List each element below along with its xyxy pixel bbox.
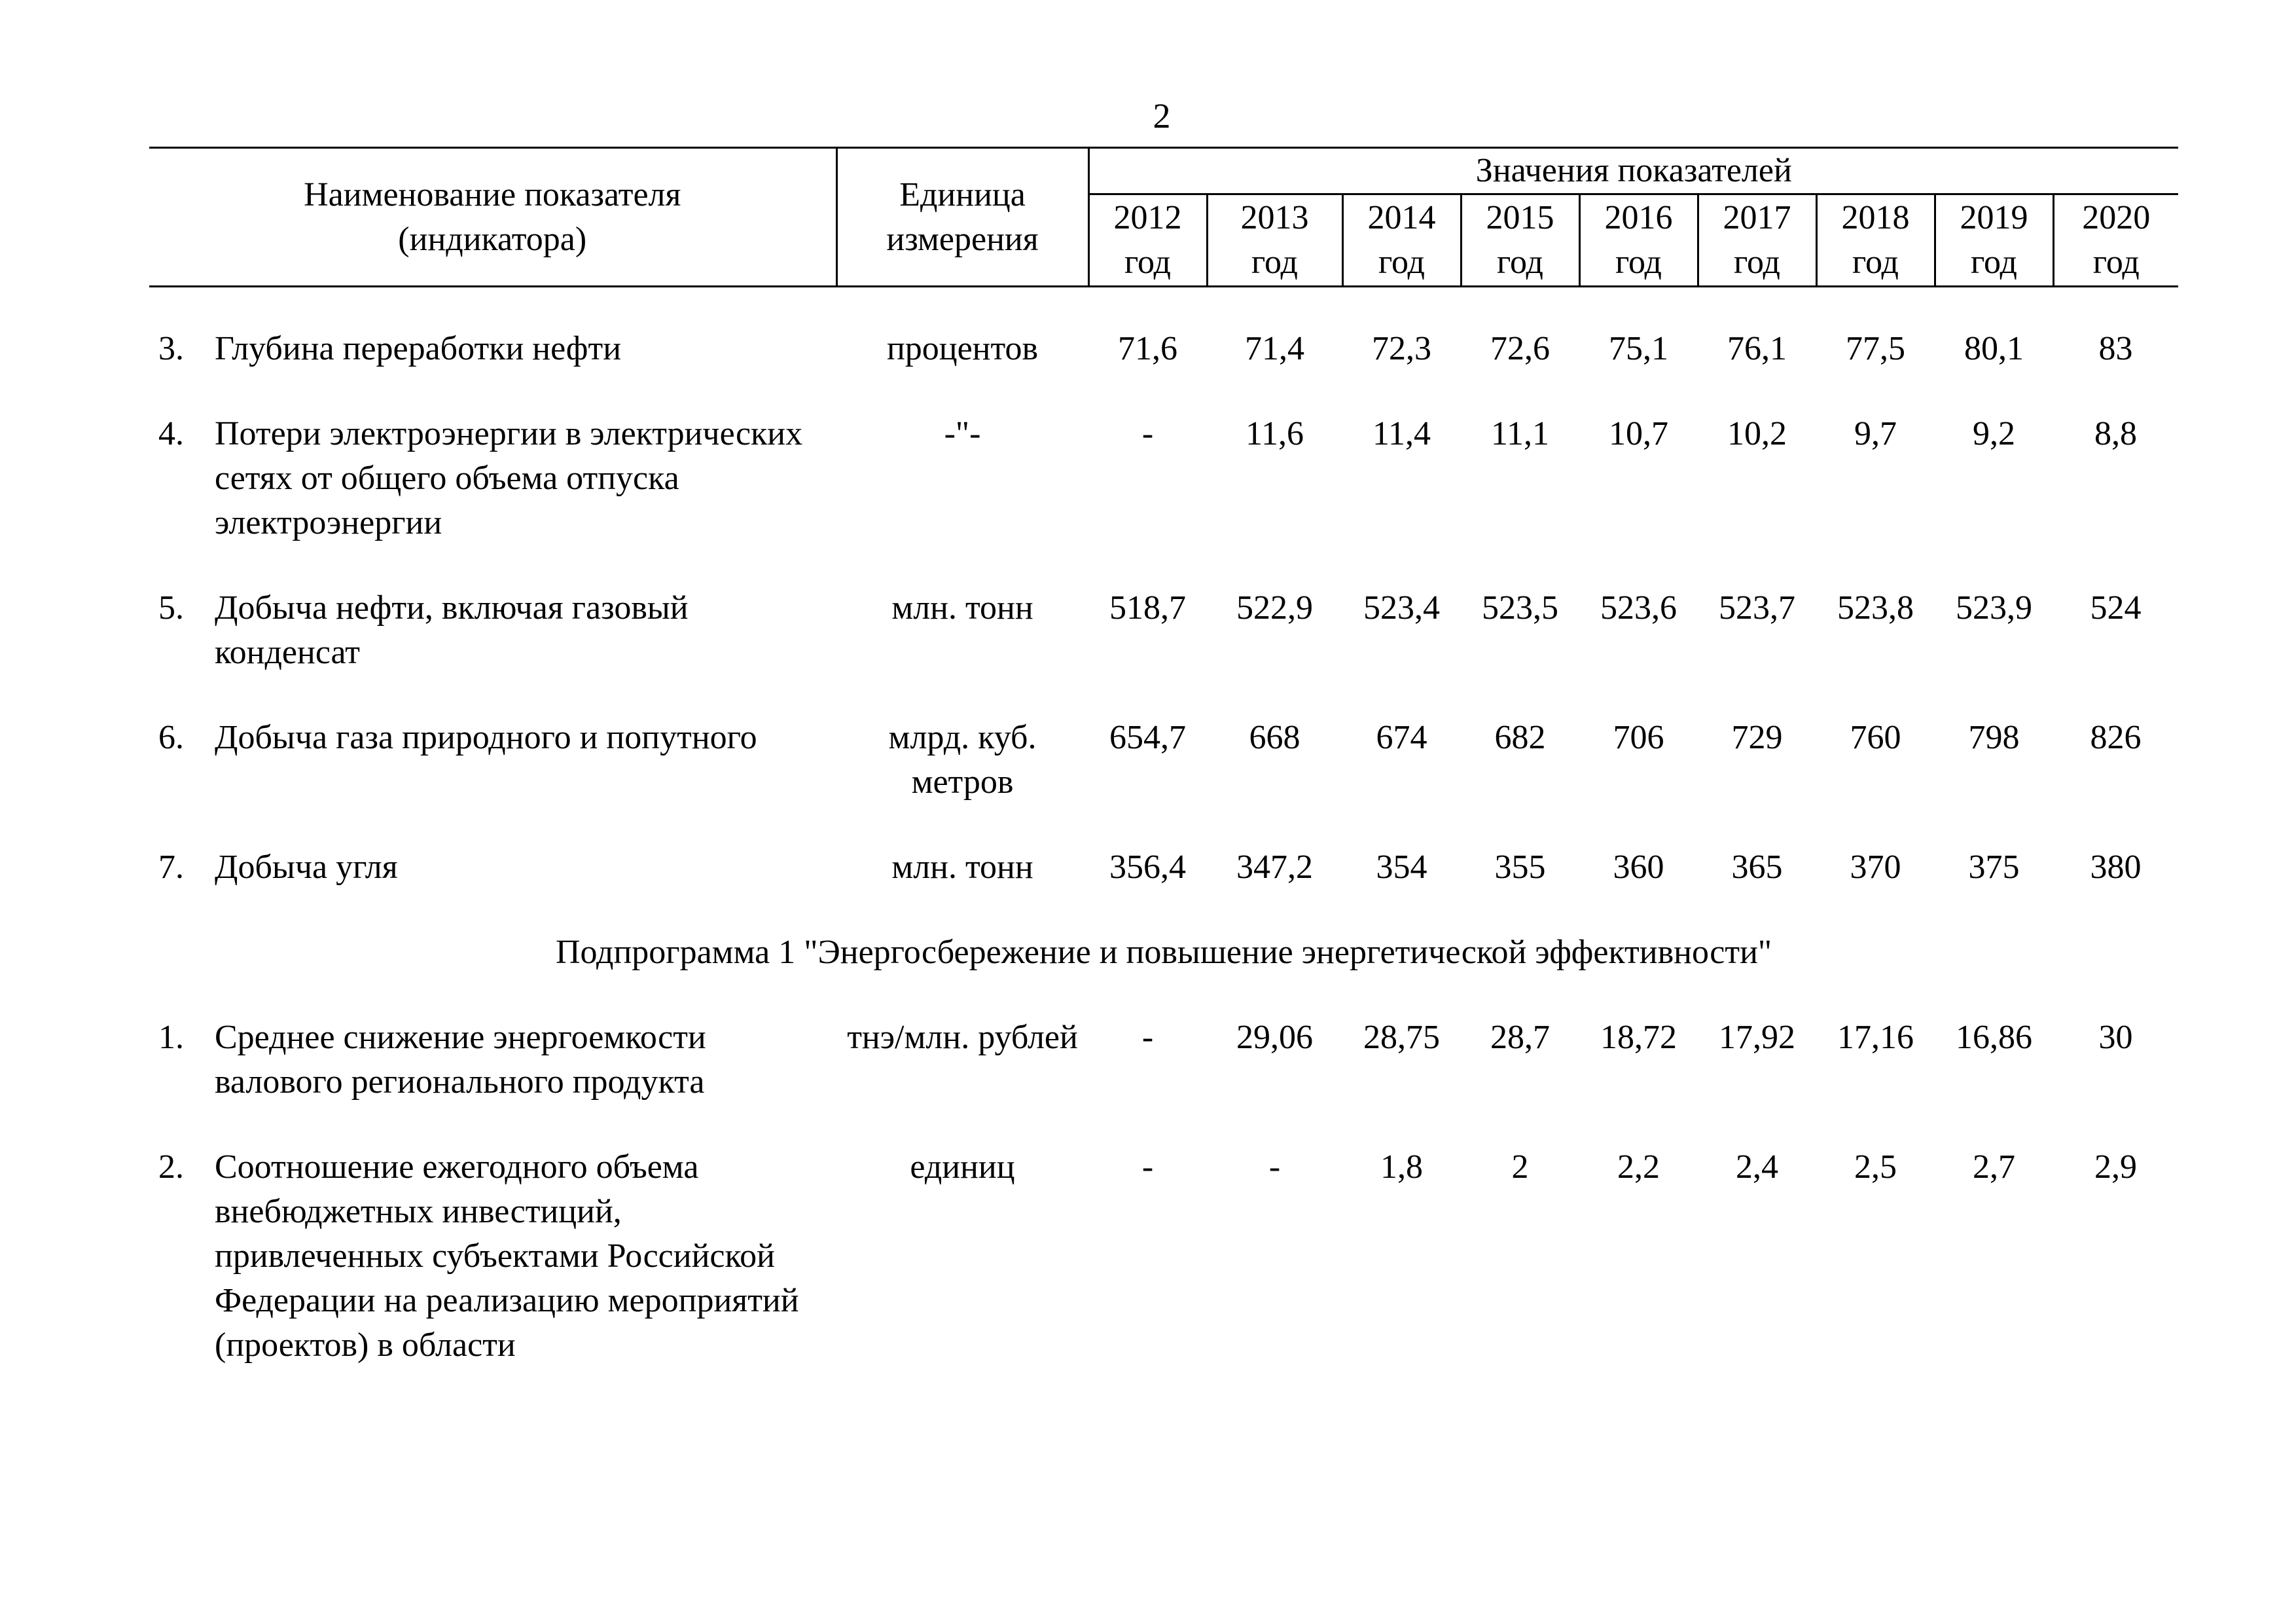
value-cell-2019: 9,2 [1973,415,2016,452]
value-cell-2017: 17,92 [1719,1019,1796,1056]
value-cell-2015: 2 [1511,1148,1529,1186]
indicator-name: Добыча нефти, включая газовый конденсат [215,589,689,671]
values-header: Значения показателей [1088,148,2178,194]
value-cell-2017: 523,7 [1719,589,1796,627]
indicator-name: Соотношение ежегодного объема внебюджетных инвестиций, привлеченных субъектами Российской Федерации на реализацию мероприятий (проектов) в области [215,1148,799,1364]
unit-cell: млн. тонн [891,848,1033,886]
value-cell-2013: 29,06 [1236,1019,1314,1056]
year-header-2016: 2016 год [1579,194,1698,287]
value-cell-2017: 76,1 [1727,330,1787,367]
value-cell-2013: 668 [1249,719,1300,756]
unit-cell: млрд. куб. метров [888,719,1037,801]
value-cell-2020: 524 [2090,589,2142,627]
indicator-name: Добыча газа природного и попутного [215,719,757,756]
year-header-2012: 2012 год [1088,194,1207,287]
value-cell-2016: 75,1 [1609,330,1669,367]
value-cell-2017: 10,2 [1727,415,1787,452]
value-cell-2019: 523,9 [1956,589,2033,627]
page-number: 2 [1153,96,1171,136]
value-cell-2013: - [1268,1148,1281,1186]
year-header-2013: 2013 год [1207,194,1342,287]
value-cell-2012: - [1141,1019,1154,1056]
value-cell-2015: 11,1 [1490,415,1550,452]
year-header-2018: 2018 год [1816,194,1935,287]
value-cell-2015: 28,7 [1490,1019,1551,1056]
value-cell-2016: 18,72 [1600,1019,1677,1056]
value-cell-2013: 11,6 [1245,415,1304,452]
value-cell-2018: 77,5 [1846,330,1906,367]
year-header-2020: 2020 год [2053,194,2178,287]
table-row [149,327,2178,412]
unit-cell: млн. тонн [891,589,1033,627]
table-row [149,1015,2178,1145]
value-cell-2016: 706 [1613,719,1664,756]
value-cell-2020: 30 [2098,1019,2133,1056]
unit-cell: тнэ/млн. рублей [847,1019,1078,1056]
value-cell-2018: 760 [1850,719,1901,756]
value-cell-2015: 72,6 [1490,330,1551,367]
table-row [149,845,2178,930]
indicators-table [149,147,2178,1408]
value-cell-2018: 17,16 [1837,1019,1914,1056]
value-cell-2013: 522,9 [1236,589,1314,627]
row-number: 4. [158,415,184,452]
value-cell-2014: 523,4 [1363,589,1441,627]
value-cell-2012: - [1141,1148,1154,1186]
value-cell-2014: 11,4 [1372,415,1431,452]
indicator-name: Среднее снижение энергоемкости валового регионального продукта [215,1019,706,1101]
row-number: 3. [158,330,184,367]
unit-header: Единица измерения [836,148,1088,287]
value-cell-2016: 523,6 [1600,589,1677,627]
value-cell-2012: 518,7 [1109,589,1187,627]
value-cell-2018: 2,5 [1854,1148,1897,1186]
table-header [149,148,2178,287]
value-cell-2020: 2,9 [2094,1148,2138,1186]
value-cell-2014: 674 [1376,719,1427,756]
value-cell-2019: 798 [1968,719,2020,756]
value-cell-2012: 356,4 [1109,848,1187,886]
value-cell-2018: 370 [1850,848,1901,886]
value-cell-2016: 2,2 [1617,1148,1660,1186]
value-cell-2013: 71,4 [1245,330,1305,367]
value-cell-2020: 83 [2098,330,2133,367]
value-cell-2016: 360 [1613,848,1664,886]
year-header-2017: 2017 год [1698,194,1816,287]
value-cell-2014: 72,3 [1372,330,1432,367]
value-cell-2020: 8,8 [2094,415,2138,452]
subprogram-row [149,930,2178,1015]
indicator-name: Добыча угля [215,848,398,886]
value-cell-2015: 682 [1494,719,1546,756]
indicator-name: Глубина переработки нефти [215,330,622,367]
value-cell-2014: 354 [1376,848,1427,886]
value-cell-2018: 523,8 [1837,589,1914,627]
value-cell-2012: 654,7 [1109,719,1187,756]
value-cell-2019: 16,86 [1956,1019,2033,1056]
value-cell-2017: 729 [1731,719,1783,756]
row-number: 1. [158,1019,184,1056]
value-cell-2012: - [1141,415,1154,452]
table-row [149,586,2178,716]
value-cell-2020: 826 [2090,719,2142,756]
value-cell-2015: 523,5 [1482,589,1559,627]
year-header-2019: 2019 год [1935,194,2053,287]
value-cell-2020: 380 [2090,848,2142,886]
unit-cell: единиц [910,1148,1015,1186]
table-row [149,1145,2178,1408]
row-number: 7. [158,848,184,886]
subprogram-title: Подпрограмма 1 "Энергосбережение и повышение энергетической эффективности" [555,934,1772,971]
value-cell-2014: 1,8 [1380,1148,1424,1186]
unit-cell: процентов [886,330,1039,367]
value-cell-2012: 71,6 [1118,330,1178,367]
value-cell-2016: 10,7 [1609,415,1669,452]
table-body [149,287,2178,1409]
year-header-2015: 2015 год [1461,194,1579,287]
value-cell-2017: 2,4 [1736,1148,1779,1186]
unit-cell: -"- [944,415,981,452]
value-cell-2018: 9,7 [1854,415,1897,452]
value-cell-2019: 2,7 [1973,1148,2016,1186]
value-cell-2013: 347,2 [1236,848,1314,886]
row-number: 6. [158,719,184,756]
value-cell-2019: 80,1 [1964,330,2024,367]
year-header-2014: 2014 год [1342,194,1461,287]
table-row [149,716,2178,845]
value-cell-2014: 28,75 [1363,1019,1441,1056]
indicator-name: Потери электроэнергии в электрических сетях от общего объема отпуска электроэнергии [215,415,803,541]
row-number: 2. [158,1148,184,1186]
table-row [149,412,2178,586]
row-number: 5. [158,589,184,627]
value-cell-2017: 365 [1731,848,1783,886]
value-cell-2015: 355 [1494,848,1546,886]
indicator-name-header: Наименование показателя (индикатора) [149,148,836,287]
value-cell-2019: 375 [1968,848,2020,886]
